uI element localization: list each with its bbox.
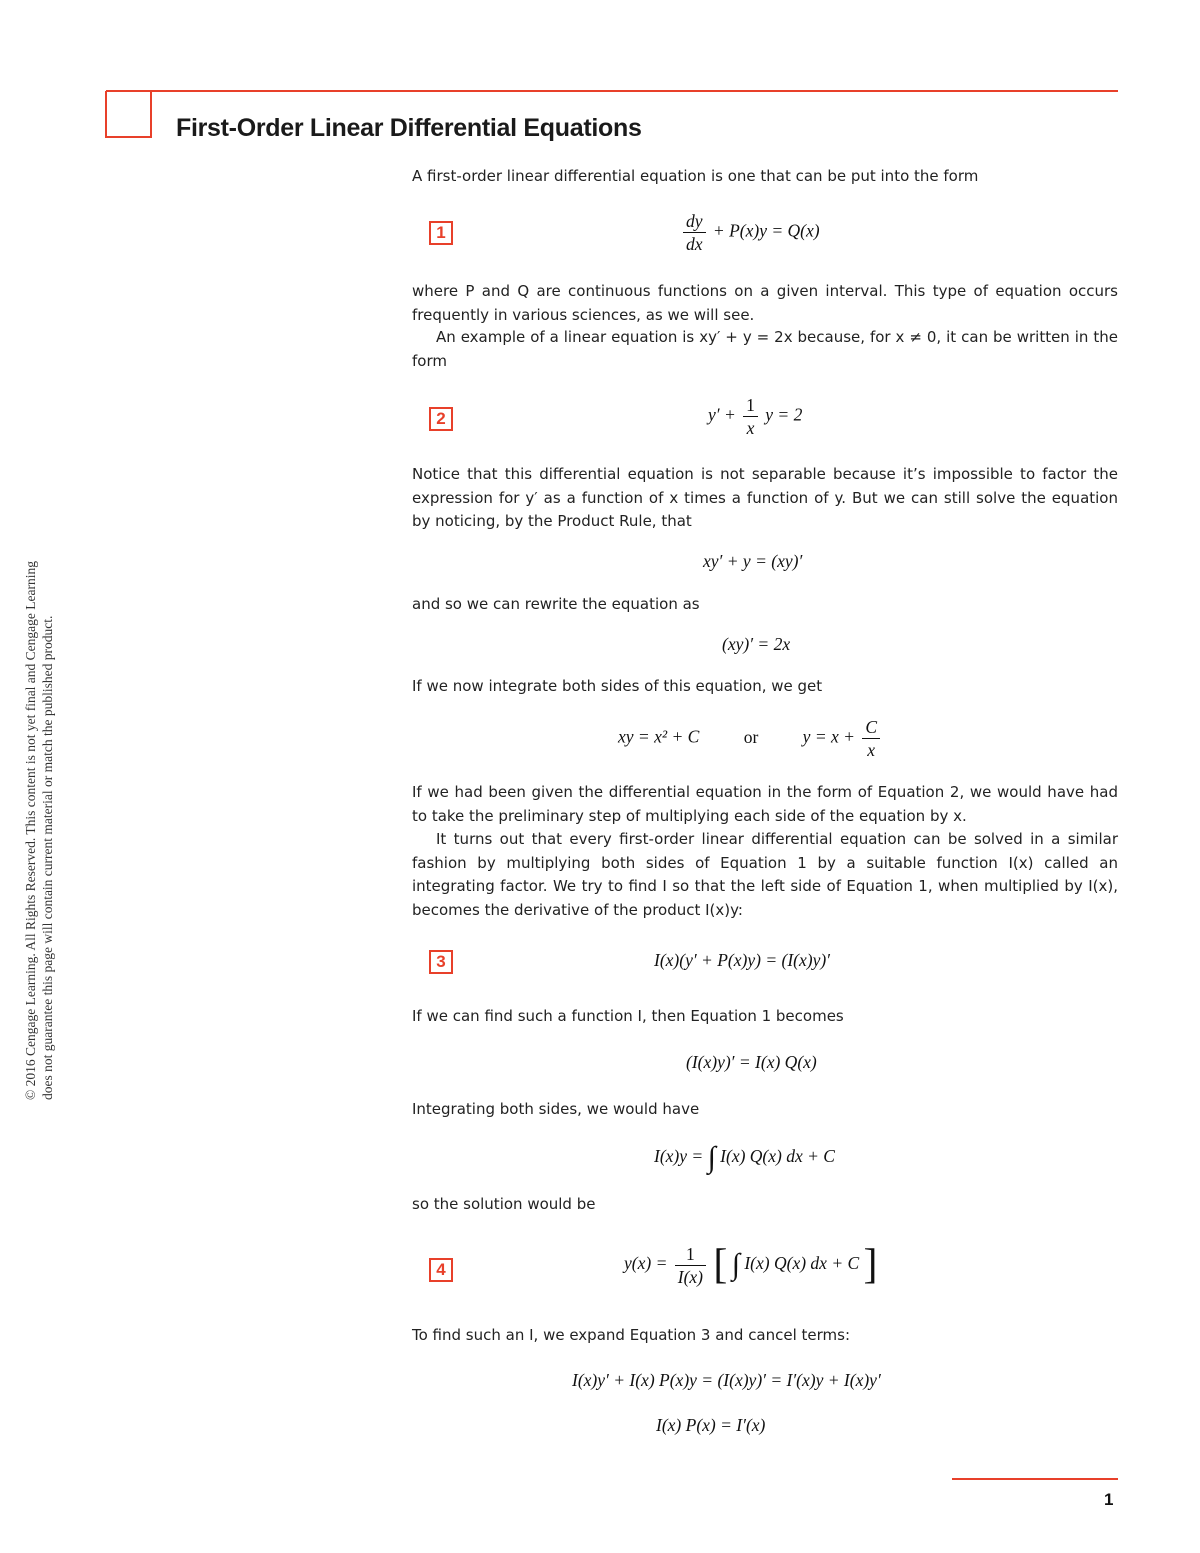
equation-4-left: y(x) =	[624, 1253, 668, 1274]
equation-badge-1: 1	[429, 221, 453, 245]
equation-4	[624, 1241, 878, 1289]
equation-integrated	[618, 716, 883, 761]
fraction-c-over-x	[862, 716, 880, 761]
paragraph-rewrite: and so we can rewrite the equation as	[412, 595, 700, 613]
equation-4-inner: I(x) Q(x) dx + C	[744, 1253, 860, 1274]
fraction-denominator: x	[867, 740, 876, 760]
copyright-line-2: does not guarantee this page will contain current material or match the published product.	[40, 615, 55, 1100]
equation-expand-2: I(x) P(x) = I′(x)	[656, 1415, 766, 1435]
paragraph-integrate: If we now integrate both sides of this equation, we get	[412, 677, 823, 695]
equation-3: I(x)(y′ + P(x)y) = (I(x)y)′	[654, 950, 830, 970]
equation-2-right: y = 2	[765, 404, 803, 425]
equation-int-right: I(x) Q(x) dx + C	[720, 1146, 835, 1166]
equation-badge-2: 2	[429, 407, 453, 431]
equation-rewrite: (xy)′ = 2x	[722, 634, 791, 654]
equation-becomes: (I(x)y)′ = I(x) Q(x)	[686, 1052, 817, 1072]
paragraph-notice: Notice that this differential equation is not separable because it’s impossible to factor the expression for y′ as a function of x times a function of y. But we can still solve the equation by noticing, by the Product Rule, that	[412, 465, 1118, 530]
fraction-1-over-x	[743, 394, 758, 439]
paragraph-find-function: If we can find such a function I, then Equation 1 becomes	[412, 1007, 844, 1025]
header-rule	[106, 90, 1118, 92]
paragraph-continuous: where P and Q are continuous functions on a given interval. This type of equation occurs frequently in various sciences, as we will see.	[412, 282, 1118, 324]
copyright-notice	[22, 561, 56, 1100]
paragraph-integrating-both: Integrating both sides, we would have	[412, 1100, 700, 1118]
equation-integrated-right: y = x +	[802, 726, 855, 747]
paragraph-intro: A first-order linear differential equation is one that can be put into the form	[412, 167, 979, 185]
footer-rule	[952, 1478, 1118, 1480]
fraction-numerator: C	[862, 716, 880, 739]
equation-badge-3: 3	[429, 950, 453, 974]
equation-1-rest: + P(x)y = Q(x)	[712, 220, 820, 241]
section-marker-box	[105, 91, 152, 138]
equation-or: or	[743, 726, 759, 747]
fraction-numerator: 1	[675, 1243, 706, 1266]
equation-integral-both	[654, 1140, 835, 1174]
fraction-numerator: 1	[743, 394, 758, 417]
page-number: 1	[1104, 1490, 1114, 1509]
equation-1	[680, 210, 820, 255]
equation-2-left: y′ +	[708, 404, 736, 425]
right-bracket: ]	[863, 1242, 878, 1288]
integral-sign: ∫	[707, 1140, 716, 1174]
equation-product-rule: xy′ + y = (xy)′	[703, 551, 803, 571]
fraction-numerator: dy	[683, 210, 706, 233]
equation-int-left: I(x)y =	[654, 1146, 704, 1166]
paragraph-expand: To find such an I, we expand Equation 3 and cancel terms:	[412, 1326, 851, 1344]
equation-badge-4: 4	[429, 1258, 453, 1282]
fraction-denominator: x	[746, 418, 755, 438]
fraction-denominator: I(x)	[677, 1266, 704, 1287]
integral-sign: ∫	[731, 1248, 740, 1281]
equation-integrated-left: xy = x² + C	[618, 726, 700, 747]
left-bracket: [	[713, 1242, 728, 1288]
paragraph-integrating-factor: It turns out that every first-order linear differential equation can be solved in a similar fashion by multiplying both sides of Equation 1 by a suitable function I(x) called an integrating factor. We try to find I so that the left side of Equation 1, when multiplied by I(x), becomes the derivative of the product I(x)y:	[412, 830, 1118, 919]
equation-expand-1: I(x)y′ + I(x) P(x)y = (I(x)y)′ = I′(x)y + I(x)y′	[572, 1370, 881, 1390]
fraction-1-over-ix	[675, 1243, 706, 1288]
copyright-line-1: © 2016 Cengage Learning. All Rights Reserved. This content is not yet final and Cengage Learning	[23, 560, 38, 1100]
paragraph-solution: so the solution would be	[412, 1195, 596, 1213]
paragraph-equation2: If we had been given the differential equation in the form of Equation 2, we would have had to take the preliminary step of multiplying each side of the equation by x.	[412, 783, 1118, 825]
equation-2	[708, 394, 802, 439]
fraction-dy-dx	[683, 210, 706, 255]
page-title: First-Order Linear Differential Equations	[176, 114, 642, 142]
fraction-denominator: dx	[686, 234, 703, 254]
paragraph-example: An example of a linear equation is xy′ + y = 2x because, for x ≠ 0, it can be written in the form	[412, 328, 1118, 370]
